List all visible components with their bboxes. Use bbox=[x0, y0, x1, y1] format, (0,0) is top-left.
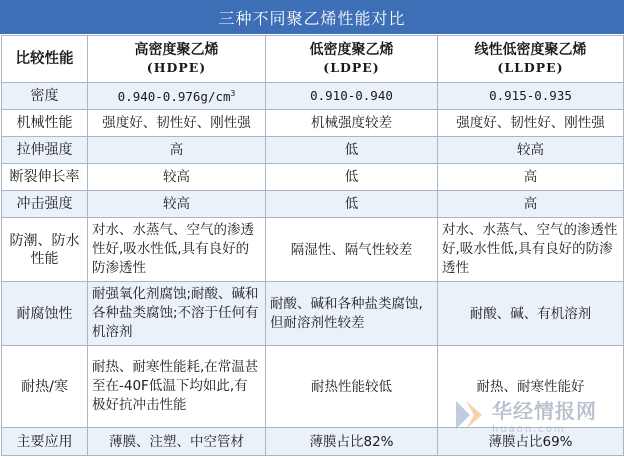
header-property: 比较性能 bbox=[2, 36, 88, 83]
cell-hdpe-text: 0.940-0.976g/cm bbox=[117, 89, 231, 105]
cell-ldpe: 低 bbox=[266, 137, 438, 164]
header-hdpe-abbr: (HDPE) bbox=[146, 60, 207, 75]
header-lldpe-abbr: (LLDPE) bbox=[497, 60, 564, 75]
row-label: 拉伸强度 bbox=[2, 137, 88, 164]
cell-ldpe: 低 bbox=[266, 191, 438, 218]
table-row bbox=[2, 346, 624, 428]
cell-lldpe: 耐热、耐寒性能好 bbox=[438, 346, 624, 428]
cell-ldpe: 薄膜占比82% bbox=[266, 428, 438, 456]
cell-hdpe: 强度好、韧性好、刚性强 bbox=[88, 110, 266, 137]
row-label: 耐腐蚀性 bbox=[2, 282, 88, 346]
cell-ldpe: 机械强度较差 bbox=[266, 110, 438, 137]
cell-lldpe: 高 bbox=[438, 191, 624, 218]
table-row bbox=[2, 282, 624, 346]
cell-ldpe: 隔湿性、隔气性较差 bbox=[266, 218, 438, 282]
cell-ldpe: 0.910-0.940 bbox=[266, 83, 438, 110]
cell-hdpe: 对水、水蒸气、空气的渗透性好,吸水性低,具有良好的防渗透性 bbox=[88, 218, 266, 282]
header-ldpe-name: 低密度聚乙烯 bbox=[309, 42, 394, 58]
table-row bbox=[2, 428, 624, 456]
cell-ldpe: 耐热性能较低 bbox=[266, 346, 438, 428]
table-row bbox=[2, 83, 624, 110]
watermark-cn: 华经情报网 bbox=[492, 399, 597, 423]
cell-hdpe: 耐热、耐寒性能耗,在常温甚至在-40F低温下均如此,有极好抗冲击性能 bbox=[88, 346, 266, 428]
table-row bbox=[2, 164, 624, 191]
table-title: 三种不同聚乙烯性能对比 bbox=[0, 0, 624, 34]
cell-lldpe: 耐酸、碱、有机溶剂 bbox=[438, 282, 624, 346]
header-ldpe-abbr: (LDPE) bbox=[323, 60, 380, 75]
row-label: 耐热/寒 bbox=[2, 346, 88, 428]
header-hdpe bbox=[88, 36, 266, 83]
table-row bbox=[2, 137, 624, 164]
row-label: 断裂伸长率 bbox=[2, 164, 88, 191]
watermark-en: huaon.com bbox=[492, 424, 566, 435]
header-lldpe bbox=[438, 36, 624, 83]
unit-superscript: 3 bbox=[230, 89, 236, 99]
row-label: 主要应用 bbox=[2, 428, 88, 456]
cell-hdpe bbox=[88, 83, 266, 110]
row-label: 密度 bbox=[2, 83, 88, 110]
cell-hdpe: 较高 bbox=[88, 191, 266, 218]
cell-lldpe: 高 bbox=[438, 164, 624, 191]
cell-hdpe: 薄膜、注塑、中空管材 bbox=[88, 428, 266, 456]
cell-hdpe: 耐强氧化剂腐蚀;耐酸、碱和各种盐类腐蚀;不溶于任何有机溶剂 bbox=[88, 282, 266, 346]
row-label: 防潮、防水性能 bbox=[2, 218, 88, 282]
row-label: 冲击强度 bbox=[2, 191, 88, 218]
cell-ldpe: 低 bbox=[266, 164, 438, 191]
table-row bbox=[2, 191, 624, 218]
table-row bbox=[2, 110, 624, 137]
cell-lldpe: 较高 bbox=[438, 137, 624, 164]
header-lldpe-name: 线性低密度聚乙烯 bbox=[474, 42, 587, 58]
table-row bbox=[2, 218, 624, 282]
comparison-table bbox=[1, 35, 624, 456]
cell-lldpe: 0.915-0.935 bbox=[438, 83, 624, 110]
header-hdpe-name: 高密度聚乙烯 bbox=[134, 42, 219, 58]
cell-lldpe: 强度好、韧性好、刚性强 bbox=[438, 110, 624, 137]
cell-lldpe: 对水、水蒸气、空气的渗透性好,吸水性低,具有良好的防渗透性 bbox=[438, 218, 624, 282]
cell-lldpe: 薄膜占比69% bbox=[438, 428, 624, 456]
cell-hdpe: 较高 bbox=[88, 164, 266, 191]
cell-hdpe: 高 bbox=[88, 137, 266, 164]
row-label: 机械性能 bbox=[2, 110, 88, 137]
cell-ldpe: 耐酸、碱和各种盐类腐蚀,但耐溶剂性较差 bbox=[266, 282, 438, 346]
header-ldpe bbox=[266, 36, 438, 83]
